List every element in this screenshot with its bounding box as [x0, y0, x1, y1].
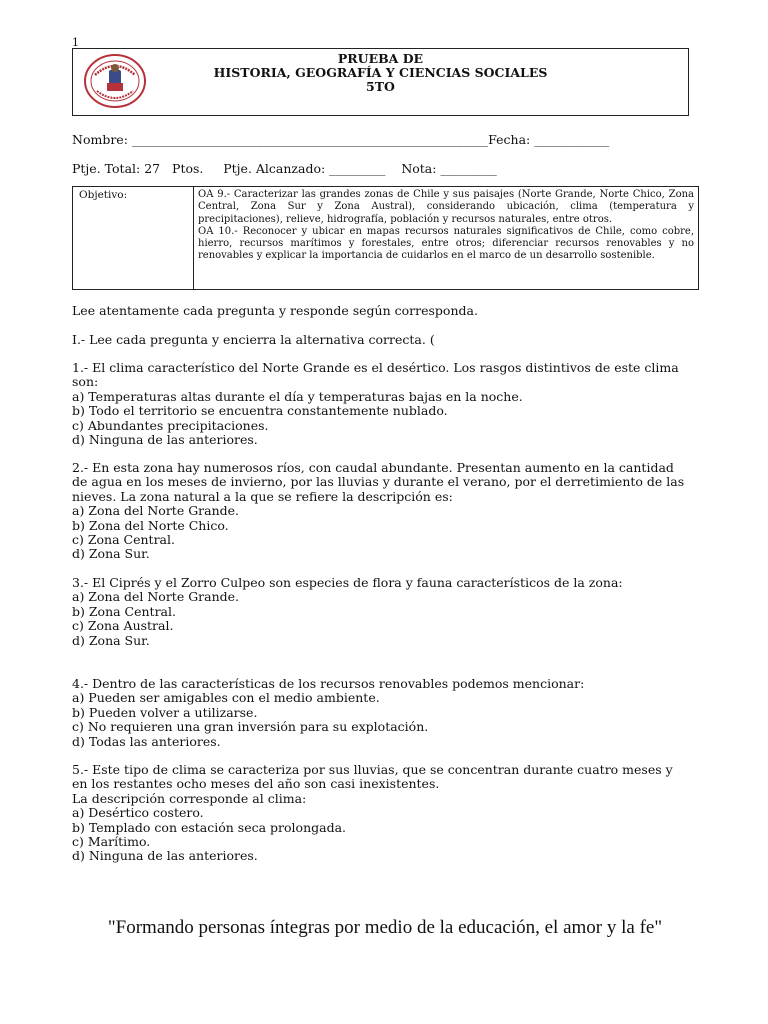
option-d[interactable]: d) Zona Sur. [72, 632, 150, 648]
option-b[interactable]: b) Zona del Norte Chico. [72, 517, 229, 533]
option-d[interactable]: d) Todas las anteriores. [72, 733, 221, 749]
header-box [72, 48, 689, 116]
header-line-1: PRUEBA DE [337, 51, 424, 66]
option-d[interactable]: d) Ninguna de las anteriores. [72, 848, 258, 864]
objective-oa10: OA 10.- Reconocer y ubicar en mapas recursos naturales significativos de Chile, como cobre, hierro, recursos marítimos y forestales, entre otros; diferenciar recursos renovables y no renovables y explicar la importancia de cuidarlos en el marco de un desarrollo sostenible. [198, 225, 694, 262]
objective-text [194, 187, 698, 289]
question-stem: 3.- El Ciprés y el Zorro Culpeo son especies de flora y fauna característicos de la zona: [72, 575, 623, 590]
question-stem: 4.- Dentro de las características de los recursos renovables podemos mencionar: [72, 676, 585, 691]
name-date-field[interactable]: Nombre: _________________________________________________________Fecha: ____________ [72, 132, 610, 147]
question-5 [72, 763, 692, 864]
option-a[interactable]: a) Zona del Norte Grande. [72, 503, 240, 519]
section-1-instructions: I.- Lee cada pregunta y encierra la alternativa correcta. ( [72, 332, 435, 347]
footer-motto: "Formando personas íntegras por medio de la educación, el amor y la fe" [107, 917, 663, 938]
general-instructions: Lee atentamente cada pregunta y responde según corresponda. [72, 303, 478, 318]
option-c[interactable]: c) No requieren una gran inversión para su explotación. [72, 719, 429, 735]
option-b[interactable]: b) Zona Central. [72, 603, 176, 619]
option-c[interactable]: c) Zona Central. [72, 532, 175, 548]
option-a[interactable]: a) Desértico costero. [72, 805, 204, 821]
header-title [73, 52, 688, 94]
question-1 [72, 361, 692, 447]
header-line-2: HISTORIA, GEOGRAFÍA Y CIENCIAS SOCIALES [213, 65, 548, 80]
objective-oa9: OA 9.- Caracterizar las grandes zonas de Chile y sus paisajes (Norte Grande, Norte Chico, Zona Central, Zona Sur y Zona Austral), considerando ubicación, clima (temperatura y precipitaciones), relieve, hidrografía, población y recursos naturales, entre otros. [198, 189, 694, 225]
question-stem: 5.- Este tipo de clima se caracteriza por sus lluvias, que se concentran durante cuatro meses y en los restantes ocho meses del año son casi inexistentes. [72, 762, 673, 792]
header-line-3: 5TO [366, 79, 395, 94]
score-field[interactable]: Ptje. Total: 27 Ptos. Ptje. Alcanzado: _________ Nota: _________ [72, 161, 497, 176]
option-a[interactable]: a) Temperaturas altas durante el día y temperaturas bajas en la noche. [72, 388, 523, 404]
question-stem: 2.- En esta zona hay numerosos ríos, con caudal abundante. Presentan aumento en la cantidad de agua en los meses de invierno, por las lluvias y durante el verano, por el derretimiento de las nieves. La zona natural a la que se refiere la descripción es: [72, 460, 685, 504]
option-b[interactable]: b) Templado con estación seca prolongada. [72, 819, 347, 835]
page-number: 1 [72, 36, 79, 49]
option-a[interactable]: a) Zona del Norte Grande. [72, 589, 240, 605]
option-b[interactable]: b) Todo el territorio se encuentra constantemente nublado. [72, 403, 448, 419]
question-3 [72, 576, 692, 648]
question-stem: 1.- El clima característico del Norte Grande es el desértico. Los rasgos distintivos de este clima son: [72, 360, 679, 390]
question-4 [72, 677, 692, 749]
option-c[interactable]: c) Abundantes precipitaciones. [72, 417, 269, 433]
question-extra: La descripción corresponde al clima: [72, 790, 307, 806]
option-d[interactable]: d) Ninguna de las anteriores. [72, 432, 258, 448]
question-2 [72, 461, 692, 562]
option-c[interactable]: c) Zona Austral. [72, 618, 174, 634]
option-d[interactable]: d) Zona Sur. [72, 546, 150, 562]
option-b[interactable]: b) Pueden volver a utilizarse. [72, 704, 258, 720]
option-c[interactable]: c) Marítimo. [72, 834, 151, 850]
option-a[interactable]: a) Pueden ser amigables con el medio ambiente. [72, 690, 380, 706]
objective-table [72, 186, 699, 290]
objective-label: Objetivo: [73, 187, 194, 289]
